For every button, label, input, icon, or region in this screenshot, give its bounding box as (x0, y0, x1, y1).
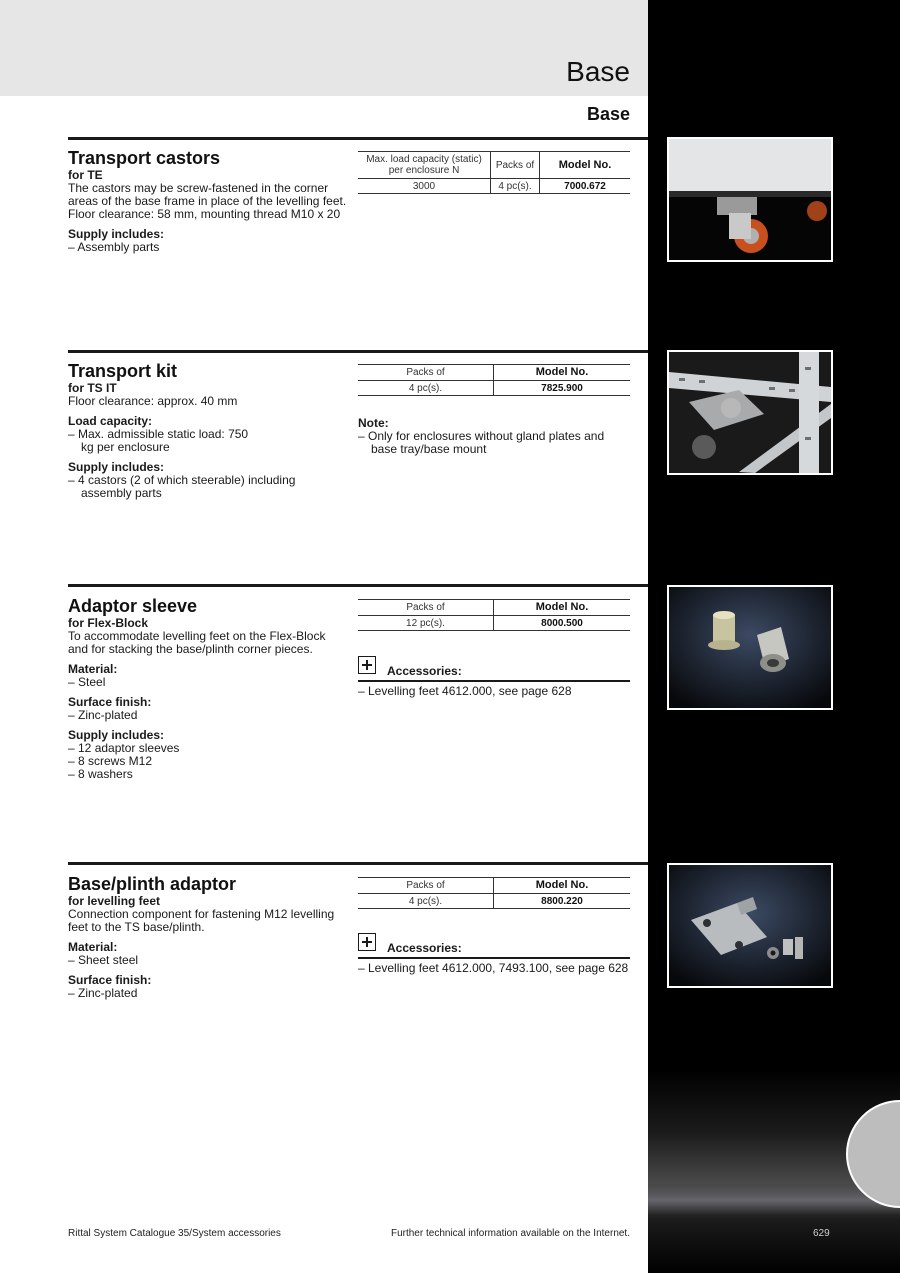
column-header-model: Model No. (540, 152, 631, 179)
section-divider (68, 137, 648, 140)
table-cell: 4 pc(s). (358, 381, 494, 396)
product-subtitle: for TS IT (68, 381, 117, 395)
product-text (68, 895, 348, 1000)
model-number: 8000.500 (494, 616, 631, 631)
table-cell: 12 pc(s). (358, 616, 494, 631)
header-band (0, 0, 648, 96)
product-title: Base/plinth adaptor (68, 874, 237, 894)
model-number: 7825.900 (494, 381, 631, 396)
plinth-adaptor-illustration (669, 865, 831, 986)
page-title: Base (566, 56, 630, 87)
product-text (68, 382, 348, 500)
page-number: 629 (813, 1228, 830, 1239)
product-subtitle: for TE (68, 168, 103, 182)
supply-item: – 8 screws M12 (68, 754, 153, 768)
supply-heading: Supply includes: (68, 460, 165, 474)
table-cell: 4 pc(s). (358, 894, 494, 909)
transport-kit-illustration (669, 352, 831, 473)
model-number: 7000.672 (540, 179, 631, 194)
product-title: Transport kit (68, 361, 178, 381)
material-heading: Material: (68, 662, 118, 676)
product-description: Floor clearance: approx. 40 mm (68, 394, 238, 408)
table-cell: 3000 (358, 179, 491, 194)
column-header: Packs of (358, 600, 494, 616)
load-heading: Load capacity: (68, 414, 153, 428)
section-divider (68, 350, 648, 353)
finish-item: – Zinc-plated (68, 708, 138, 722)
column-header: Packs of (358, 878, 494, 894)
section-divider (68, 862, 648, 865)
column-header: Max. load capacity (static) per enclosure N (358, 152, 491, 179)
finish-heading: Surface finish: (68, 973, 152, 987)
accessories-header (358, 656, 630, 682)
spec-table (358, 599, 630, 631)
supply-heading: Supply includes: (68, 728, 165, 742)
footer-info: Further technical information available on the Internet. (390, 1228, 630, 1239)
note-heading: Note: (358, 416, 389, 430)
supply-item: – 4 castors (2 of which steerable) including assembly parts (68, 473, 296, 500)
accessories-heading: Accessories: (387, 664, 462, 678)
finish-heading: Surface finish: (68, 695, 152, 709)
product-subtitle: for levelling feet (68, 894, 161, 908)
spec-table (358, 151, 630, 194)
section-divider (68, 584, 648, 587)
column-header: Packs of (491, 152, 540, 179)
product-photo-adaptor-sleeve (667, 585, 833, 710)
accessory-item: – Levelling feet 4612.000, 7493.100, see page 628 (358, 961, 629, 975)
material-heading: Material: (68, 940, 118, 954)
model-number: 8800.220 (494, 894, 631, 909)
supply-heading: Supply includes: (68, 227, 165, 241)
product-photo-transport-kit (667, 350, 833, 475)
spec-table (358, 364, 630, 396)
accessories-heading: Accessories: (387, 941, 462, 955)
note-block (358, 417, 630, 456)
spec-table (358, 877, 630, 909)
column-header-model: Model No. (494, 878, 631, 894)
supply-item: – 8 washers (68, 767, 133, 781)
footer-catalogue: Rittal System Catalogue 35/System accessories (68, 1228, 281, 1239)
product-text (68, 169, 348, 254)
adaptor-sleeve-illustration (669, 587, 831, 708)
accessories-header (358, 933, 630, 959)
product-photo-castor (667, 137, 833, 262)
load-item: – Max. admissible static load: 750 kg per enclosure (68, 427, 249, 454)
supply-item: – 12 adaptor sleeves (68, 741, 180, 755)
note-item: – Only for enclosures without gland plates and base tray/base mount (358, 429, 605, 456)
castor-illustration (669, 139, 831, 260)
column-header-model: Model No. (494, 600, 631, 616)
product-subtitle: for Flex-Block (68, 616, 149, 630)
finish-item: – Zinc-plated (68, 986, 138, 1000)
product-description: Connection component for fastening M12 levelling feet to the TS base/plinth. (68, 907, 335, 934)
product-photo-plinth-adaptor (667, 863, 833, 988)
product-title: Adaptor sleeve (68, 596, 198, 616)
accessory-item: – Levelling feet 4612.000, see page 628 (358, 684, 572, 698)
column-header: Packs of (358, 365, 494, 381)
table-cell: 4 pc(s). (491, 179, 540, 194)
column-header-model: Model No. (494, 365, 631, 381)
product-description: To accommodate levelling feet on the Flex-Block and for stacking the base/plinth corner pieces. (68, 629, 326, 656)
plus-box-icon (358, 933, 376, 951)
material-item: – Sheet steel (68, 953, 139, 967)
plus-box-icon (358, 656, 376, 674)
product-title: Transport castors (68, 148, 221, 168)
supply-item: – Assembly parts (68, 240, 160, 254)
material-item: – Steel (68, 675, 106, 689)
product-text (68, 617, 348, 781)
section-subtitle: Base (586, 104, 630, 124)
product-description: The castors may be screw-fastened in the corner areas of the base frame in place of the levelling feet. Floor clearance: 58 mm, mounting thread M10 x 20 (68, 181, 347, 221)
